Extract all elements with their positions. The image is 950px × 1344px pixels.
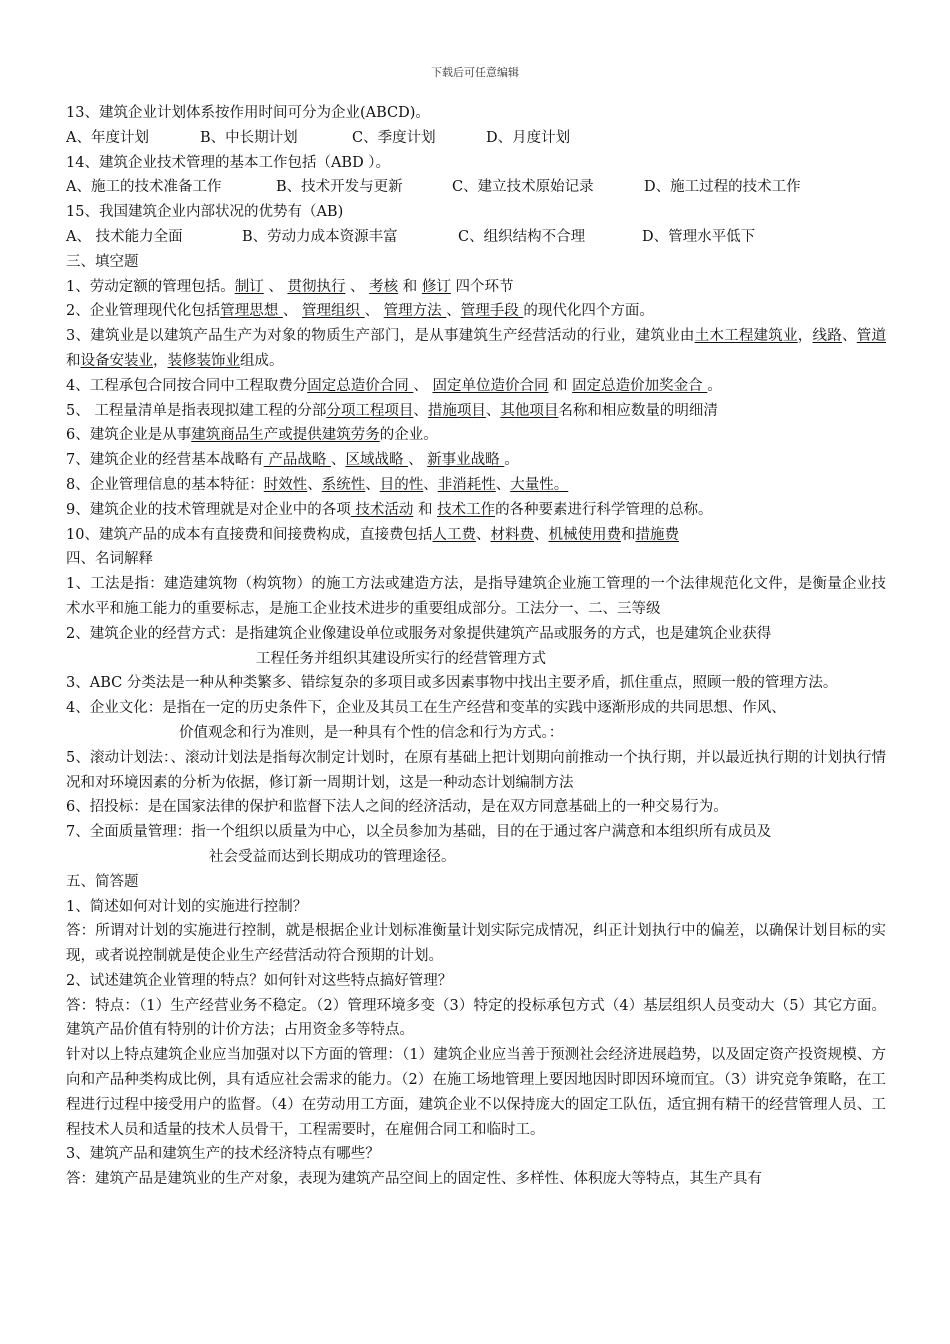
short-question-2: 2、试述建筑企业管理的特点？如何针对这些特点搞好管理？: [66, 972, 453, 989]
short-question-1: 1、简述如何对计划的实施进行控制？: [66, 898, 308, 915]
option: B、劳动力成本资源丰富: [242, 228, 398, 245]
term-1: 1、工法是指：建造建筑物（构筑物）的施工方法或建造方法，是指导建筑企业施工管理的一个法律规范化文件，是衡量企业技术水平和施工能力的重要标志，是施工企业技术进步的重要组成部分。工法分一、二、三等级: [66, 576, 886, 617]
term-3: 3、ABC 分类法是一种从种类繁多、错综复杂的多项目或多因素事物中找出主要矛盾，抓住重点，照顾一般的管理方法。: [66, 675, 838, 692]
term-7-continued: 社会受益而达到长期成功的管理途径。: [209, 848, 456, 865]
fill-item-5: 5、 工程量清单是指表现拟建工程的分部分项工程项目、措施项目、其他项目名称和相应数量的明细清: [66, 402, 718, 419]
question-14: 14、建筑企业技术管理的基本工作包括（ABD ）。: [66, 154, 391, 171]
page-header: 下载后可任意编辑: [431, 66, 519, 79]
question-13: 13、建筑企业计划体系按作用时间可分为企业(ABCD)。: [66, 105, 430, 121]
option: C、季度计划: [352, 129, 436, 146]
fill-item-3: 3、建筑业是以建筑产品生产为对象的物质生产部门，是从事建筑生产经营活动的行业，建筑业由土木工程建筑业，线路、管道和设备安装业，装修装饰业组成。: [66, 328, 887, 369]
short-answer-2-continued: 针对以上特点建筑企业应当加强对以下方面的管理：（1）建筑企业应当善于预测社会经济进展趋势，以及固定资产投资规模、方向和产品种类构成比例，具有适应社会需求的能力。（2）在施工场地管理上要因地因时即因环境而宜。（3）讲究竞争策略，在工程进行过程中接受用户的监督。（4）在劳动用工方面，建筑企业不以保持庞大的固定工队伍，适宜拥有精干的经营管理人员、工程技术人员和适量的技术人员骨干，工程需要时，在雇佣合同工和临时工。: [66, 1047, 886, 1138]
question-14-options: [66, 175, 886, 200]
option: D、施工过程的技术工作: [644, 179, 801, 196]
option: C、组织结构不合理: [458, 228, 586, 245]
section-heading: 五、简答题: [66, 873, 139, 890]
term-2: 2、建筑企业的经营方式：是指建筑企业像建设单位或服务对象提供建筑产品或服务的方式，也是建筑企业获得: [66, 625, 772, 642]
term-6: 6、招投标：是在国家法律的保护和监督下法人之间的经济活动，是在双方同意基础上的一种交易行为。: [66, 799, 728, 816]
fill-item-9: 9、建筑企业的技术管理就是对企业中的各项 技术活动 和 技术工作的各种要素进行科学管理的总称。: [66, 501, 713, 518]
option: B、技术开发与更新: [276, 179, 403, 196]
term-4: 4、企业文化：是指在一定的历史条件下，企业及其员工在生产经营和变革的实践中逐渐形成的共同思想、作风、: [66, 700, 786, 717]
question-15: 15、我国建筑企业内部状况的优势有（AB): [66, 204, 344, 221]
option: A、施工的技术准备工作: [66, 179, 222, 196]
question-13-options: [66, 126, 886, 151]
short-answer-2: 答：特点：（1）生产经营业务不稳定。（2）管理环境多变（3）特定的投标承包方式（4）基层组织人员变动大（5）其它方面。建筑产品价值有特别的计价方法；占用资金多等特点。: [66, 997, 886, 1039]
document-body: [66, 101, 886, 1192]
fill-item-10: 10、建筑产品的成本有直接费和间接费构成，直接费包括人工费、材料费、机械使用费和措施费: [66, 526, 679, 543]
option: D、月度计划: [486, 129, 571, 146]
term-4-continued: 价值观念和行为准则，是一种具有个性的信念和行为方式。：: [179, 724, 564, 741]
fill-item-4: 4、工程承包合同按合同中工程取费分固定总造价合同 、 固定单位造价合同 和 固定总造价加奖金合 。: [66, 377, 722, 394]
fill-item-8: 8、企业管理信息的基本特征：时效性、系统性、目的性、非消耗性、大量性。: [66, 476, 569, 493]
fill-item-6: 6、建筑企业是从事建筑商品生产或提供建筑劳务的企业。: [66, 427, 438, 444]
option: C、建立技术原始记录: [452, 179, 594, 196]
term-2-continued: 工程任务并组织其建设所实行的经营管理方式: [256, 650, 546, 667]
fill-item-7: 7、建筑企业的经营基本战略有 产品战略 、区域战略 、 新事业战略 。: [66, 452, 519, 469]
fill-item-1: 1、劳动定额的管理包括。制订 、 贯彻执行 、 考核 和 修订 四个环节: [66, 278, 514, 295]
term-7: 7、全面质量管理：指一个组织以质量为中心，以全员参加为基础，目的在于通过客户满意和本组织所有成员及: [66, 824, 772, 841]
question-15-options: [66, 225, 886, 250]
option: D、管理水平低下: [642, 228, 756, 245]
term-5: 5、滚动计划法：、滚动计划法是指每次制定计划时，在原有基础上把计划期向前推动一个执行期，并以最近执行期的计划执行情况和对环境因素的分析为依据，修订新一周期计划，这是一种动态计划编制方法: [66, 749, 886, 791]
option: A、年度计划: [66, 129, 149, 146]
fill-item-2: 2、企业管理现代化包括管理思想 、 管理组织 、 管理方法 、管理手段 的现代化四个方面。: [66, 303, 654, 320]
short-question-3: 3、建筑产品和建筑生产的技术经济特点有哪些？: [66, 1146, 380, 1163]
option: A、 技术能力全面: [66, 228, 183, 245]
section-heading: 四、名词解释: [66, 551, 153, 568]
section-heading: 三、填空题: [66, 253, 139, 270]
option: B、中长期计划: [200, 129, 298, 146]
short-answer-3: 答：建筑产品是建筑业的生产对象，表现为建筑产品空间上的固定性、多样性、体积庞大等特点，其生产具有: [66, 1171, 762, 1188]
short-answer-1: 答：所谓对计划的实施进行控制，就是根据企业计划标准衡量计划实际完成情况，纠正计划执行中的偏差，以确保计划目标的实现，或者说控制就是使企业生产经营活动符合预期的计划。: [66, 923, 886, 965]
